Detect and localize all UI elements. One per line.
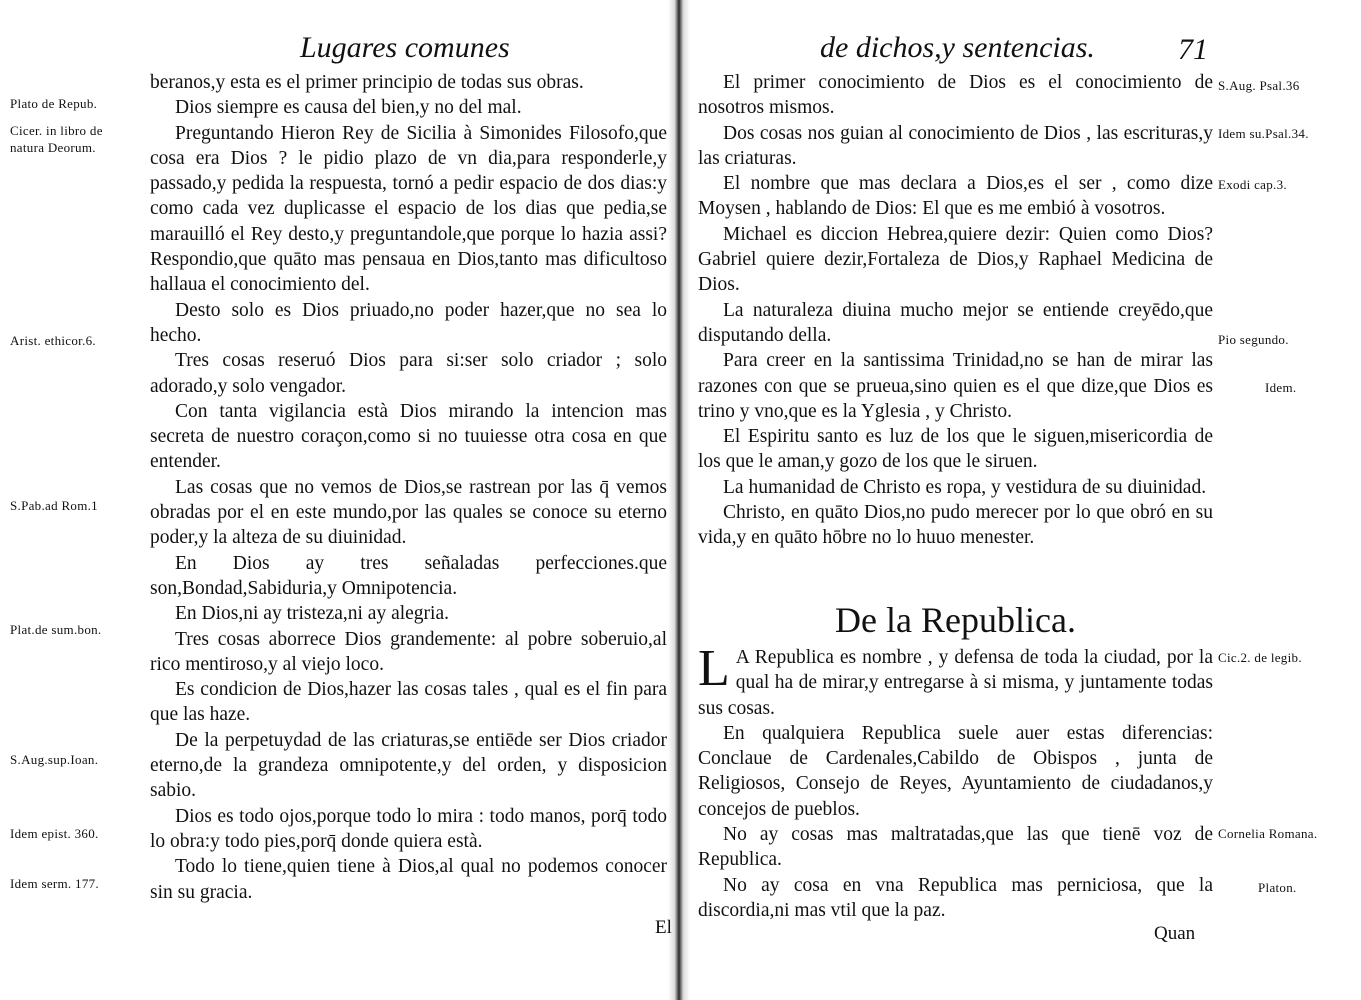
margin-note: S.Aug.sup.Ioan.: [10, 752, 99, 767]
paragraph: La humanidad de Christo es ropa, y vestidura de su diuinidad.: [723, 476, 1207, 498]
paragraph: Dios siempre es causa del bien,y no del mal.: [175, 97, 522, 119]
margin-note: natura Deorum.: [10, 140, 96, 155]
paragraph: El Espiritu santo es luz de los que le siguen,misericordia de los que le aman,y gozo de los que le siruen.: [698, 426, 1213, 473]
paragraph: Dos cosas nos guian al conocimiento de Dios , las escrituras,y las criaturas.: [698, 122, 1213, 169]
running-head-right: de dichos,y sentencias.: [820, 31, 1095, 64]
right-body-text: [698, 70, 1213, 551]
margin-note: Pio segundo.: [1218, 332, 1289, 347]
margin-note: S.Pab.ad Rom.1: [10, 498, 98, 513]
margin-note: Idem.: [1265, 380, 1297, 395]
right-page: [690, 0, 1361, 1000]
paragraph: Christo, en quāto Dios,no pudo merecer por lo que obró en su vida,y en quāto hōbre no lo huuo menester.: [698, 502, 1213, 549]
margin-note: Plat.de sum.bon.: [10, 622, 102, 637]
page-number: 71: [1178, 33, 1208, 66]
left-body-text: [150, 70, 667, 905]
left-page: [0, 0, 672, 1000]
margin-note: S.Aug. Psal.36: [1218, 78, 1300, 93]
paragraph: No ay cosas mas maltratadas,que las que tienē voz de Republica.: [698, 824, 1213, 871]
catchword-left: El: [655, 917, 672, 938]
paragraph: Las cosas que no vemos de Dios,se rastrean por las q̄ vemos obradas por el en este mundo,por las quales se conoce su eterno poder,y la alteza de su diuinidad.: [150, 476, 667, 549]
margin-note: Idem epist. 360.: [10, 826, 99, 841]
paragraph: Tres cosas aborrece Dios grandemente: al pobre soberuio,al rico mentiroso,y al viejo loco.: [150, 628, 667, 675]
paragraph: El nombre que mas declara a Dios,es el ser , como dize Moysen , hablando de Dios: El que es me embió à vosotros.: [698, 173, 1213, 220]
running-head-left: Lugares comunes: [300, 31, 510, 64]
paragraph: En Dios,ni ay tristeza,ni ay alegria.: [175, 603, 449, 625]
margin-note: Idem su.Psal.34.: [1218, 126, 1309, 141]
paragraph: Todo lo tiene,quien tiene à Dios,al qual no podemos conocer sin su gracia.: [150, 856, 667, 903]
drop-cap: L: [698, 640, 730, 697]
paragraph: La naturaleza diuina mucho mejor se entiende creyēdo,que disputando della.: [698, 299, 1213, 346]
paragraph: Tres cosas reseruó Dios para si:ser solo criador ; solo adorado,y solo vengador.: [150, 350, 667, 397]
margin-note: Cicer. in libro de: [10, 123, 103, 138]
margin-note: Cic.2. de legib.: [1218, 650, 1302, 665]
paragraph: Desto solo es Dios priuado,no poder hazer,que no sea lo hecho.: [150, 299, 667, 346]
margin-note: Cornelia Romana.: [1218, 826, 1318, 841]
paragraph: El primer conocimiento de Dios es el conocimiento de nosotros mismos.: [698, 72, 1213, 119]
paragraph: Es condicion de Dios,hazer las cosas tales , qual es el fin para que las haze.: [150, 679, 667, 726]
paragraph: beranos,y esta es el primer principio de todas sus obras.: [150, 72, 584, 93]
section-body-text: [698, 640, 1213, 923]
paragraph: Michael es diccion Hebrea,quiere dezir: Quien como Dios? Gabriel quiere dezir,Fortaleza de Dios,y Raphael Medicina de Dios.: [698, 223, 1213, 296]
margin-note: Platon.: [1258, 880, 1297, 895]
paragraph: De la perpetuydad de las criaturas,se entiēde ser Dios criador eterno,de la grandeza omnipotente,y del orden, y disposicion sabio.: [150, 729, 667, 802]
paragraph: Para creer en la santissima Trinidad,no se han de mirar las razones con que se prueua,sino quien es el que dize,que Dios es trino y vno,que es la Yglesia , y Christo.: [698, 350, 1213, 422]
paragraph: [698, 640, 1213, 721]
paragraph: En qualquiera Republica suele auer estas diferencias: Conclaue de Cardenales,Cabildo de Obispos , junta de Religiosos, Consejo de Reyes, Ayuntamiento de ciudadanos,y concejos de pueblos.: [698, 722, 1213, 820]
section-heading: De la Republica.: [835, 600, 1076, 640]
paragraph: Preguntando Hieron Rey de Sicilia à Simonides Filosofo,que cosa era Dios ? le pidio plazo de vn dia,para responderle,y passado,y pedida la respuesta, tornó a pedir espacio de dos dias:y como cada vez duplicasse el espacio de los dias que pedia,se marauilló el Rey desto,y preguntandole,que porque lo hazia assi? Respondio,que quāto mas pensaua en Dios,tanto mas dificultoso hallaua el conocimiento del.: [150, 122, 667, 296]
margin-note: Plato de Repub.: [10, 96, 98, 111]
margin-note: Arist. ethicor.6.: [10, 333, 96, 348]
margin-note: Exodi cap.3.: [1218, 177, 1287, 192]
paragraph: No ay cosa en vna Republica mas perniciosa, que la discordia,ni mas vtil que la paz.: [698, 874, 1213, 921]
margin-note: Idem serm. 177.: [10, 876, 99, 891]
catchword-right: Quan: [1154, 923, 1196, 944]
book-gutter: [668, 0, 690, 1000]
paragraph-text: A Republica es nombre , y defensa de toda la ciudad, por la qual ha de mirar,y entregarse à si misma, y juntamente todas sus cosas.: [698, 647, 1213, 719]
paragraph: En Dios ay tres señaladas perfecciones.que son,Bondad,Sabiduria,y Omnipotencia.: [150, 552, 667, 599]
paragraph: Dios es todo ojos,porque todo lo mira : todo manos, porq̄ todo lo obra:y todo pies,porq̄ donde quiera està.: [150, 805, 667, 852]
paragraph: Con tanta vigilancia està Dios mirando la intencion mas secreta de nuestro coraçon,como si no tuuiesse otra cosa en que entender.: [150, 400, 667, 473]
